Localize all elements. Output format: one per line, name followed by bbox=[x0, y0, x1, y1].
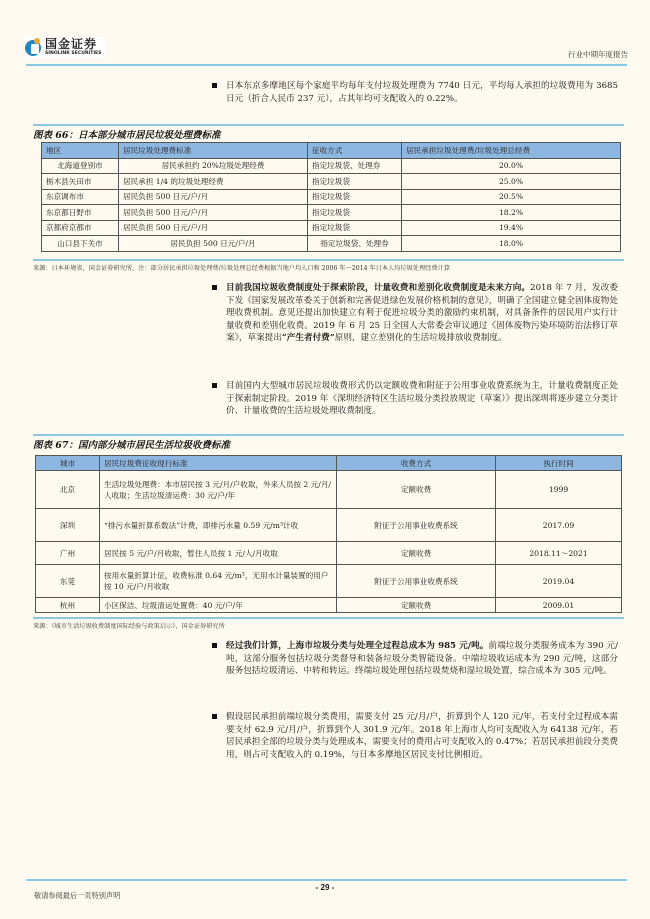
cell: 定额收费 bbox=[337, 471, 496, 509]
cell: 生活垃圾处理费：本市居民按 3 元/月/户收取，外来人员按 2 元/月/人收取；生活垃圾清运费：30 元/户/年 bbox=[100, 471, 337, 509]
cell: 20.0% bbox=[402, 158, 621, 174]
cell: 山口县下关市 bbox=[42, 236, 119, 252]
cell: 指定垃圾袋 bbox=[308, 174, 402, 190]
table-row bbox=[36, 598, 622, 613]
bullet-shanghai-cost bbox=[226, 640, 618, 678]
cell: 指定垃圾袋、处理券 bbox=[308, 236, 402, 252]
bullet-bold: 目前我国垃圾收费制度处于探索阶段，计量收费和差别化收费制度是未来方向。 bbox=[226, 283, 531, 293]
table-row bbox=[42, 220, 621, 236]
bullet-text: 前端垃圾分类服务成本为 390 元/吨，这部分服务包括垃圾分类督导和装备垃圾分类智能设备。中端垃圾收运成本为 290 元/吨，这部分服务包括垃圾清运、中转和转运。终端垃圾处理包括垃圾焚烧和湿垃圾处置，综合成本为 305 元/吨。 bbox=[226, 641, 618, 677]
cell: 2019.04 bbox=[496, 565, 622, 598]
cell: “排污水量折算系数法”计费，即排污水量 0.59 元/m³计收 bbox=[100, 509, 337, 542]
bullet-text: 2018 年 7 月，发改委下发《国家发展改革委关于创新和完善促进绿色发展价格机制的意见》，明确了全国建立健全固体废物处理收费机制。意见还提出加快建立有利于促进垃圾分类的激励约束机制，对具备条件的居民用户实行计量收费和差别化收费。2019 年 6 月 25 日全国人大常委会审议通过《固体废物污染环境防治法修订草案》，草案提出 bbox=[226, 283, 618, 344]
bullet-assumption bbox=[226, 711, 618, 761]
footer-divider bbox=[26, 879, 627, 881]
logo-icon bbox=[25, 38, 41, 56]
table-row bbox=[36, 565, 622, 598]
report-type: 行业中期年度报告 bbox=[568, 50, 628, 59]
table-row bbox=[36, 542, 622, 565]
cell: 杭州 bbox=[36, 598, 100, 613]
bullet-text: 目前国内大型城市居民垃圾收费形式仍以定额收费和附征于公用事业收费系统为主，计量收费制度正处于探索制定阶段。2019 年《深圳经济特区生活垃圾分类投放规定（草案）》提出深圳将逐步建立分类计价、计量收费的生活垃圾处理收费制度。 bbox=[226, 381, 618, 417]
col-header: 居民承担垃圾处理费/垃圾处理总经费 bbox=[402, 143, 621, 159]
cell: 居民负担 500 日元/户/月 bbox=[119, 236, 308, 252]
col-header: 征收方式 bbox=[308, 143, 402, 159]
cell: 按用水量折算计征，收费标准 0.64 元/m³，无用水计量装置的用户按 10 元/户/月收取 bbox=[100, 565, 337, 598]
col-header: 居民垃圾处理费标准 bbox=[119, 143, 308, 159]
cell: 指定垃圾袋 bbox=[308, 220, 402, 236]
table-row bbox=[42, 236, 621, 252]
figure-67-source: 来源：《城市生活垃圾收费制度国际经验与政策启示》，国金证券研究所 bbox=[33, 623, 225, 630]
bullet-policy bbox=[226, 282, 618, 345]
col-header: 执行时间 bbox=[496, 456, 622, 471]
bullet-text: 假设居民承担前端垃圾分类费用，需要支付 25 元/月/户，折算到个人 120 元/年，若支付全过程成本需要支付 62.9 元/月/户，折算到个人 301.9 元/年。2018 年上海市人均可支配收入为 64138 元/年，若居民承担全部的垃圾分类与处理成本，需要支付的费用占可支配收入的 0.47%；若居民承担前段分类费用，则占可支配收入的 0.19%，与日本多摩地区居民支付比例相近。 bbox=[226, 712, 618, 760]
bullet-icon bbox=[212, 285, 217, 290]
cell: 18.0% bbox=[402, 236, 621, 252]
col-header: 地区 bbox=[42, 143, 119, 159]
cell: 东莞 bbox=[36, 565, 100, 598]
cell: 20.5% bbox=[402, 189, 621, 205]
cell: 居民负担 500 日元/户/月 bbox=[119, 205, 308, 221]
company-logo bbox=[25, 37, 105, 58]
cell: 1999 bbox=[496, 471, 622, 509]
figure-66-source: 来源：日本环境省，国金证券研究所，注：部分居民承担垃圾处理费/垃圾处理总经费根据当地户均人口和 2006 年～2014 年日本人均垃圾处理经费计算 bbox=[33, 265, 450, 272]
disclaimer-note: 敬请参阅最后一页特别声明 bbox=[34, 891, 121, 900]
bullet-icon bbox=[212, 83, 217, 88]
table-row bbox=[42, 189, 621, 205]
bullet-icon bbox=[212, 383, 217, 388]
cell: 定额收费 bbox=[337, 542, 496, 565]
cell: 北京 bbox=[36, 471, 100, 509]
cell: 栃木县矢田市 bbox=[42, 174, 119, 190]
cell: 2009.01 bbox=[496, 598, 622, 613]
cell: 小区保洁、垃圾清运处置费：40 元/户/年 bbox=[100, 598, 337, 613]
table-header-row bbox=[36, 456, 622, 471]
bullet-text: 日本东京多摩地区每个家庭平均每年支付垃圾处理费为 7740 日元，平均每人承担的垃圾费用为 3685 日元（折合人民币 237 元），占其年均可支配收入的 0.22%。 bbox=[226, 81, 618, 104]
page-header bbox=[25, 37, 628, 63]
cell: 附征于公用事业收费系统 bbox=[337, 565, 496, 598]
cell: 25.0% bbox=[402, 174, 621, 190]
cell: 指定垃圾袋 bbox=[308, 205, 402, 221]
bullet-bold: 经过我们计算，上海市垃圾分类与处理全过程总成本为 985 元/吨。 bbox=[226, 641, 489, 651]
col-header: 居民垃圾费征收现行标准 bbox=[100, 456, 337, 471]
cell: 居民负担 500 日元/户/月 bbox=[119, 189, 308, 205]
cell: 居民按 5 元/户/月收取，暂住人员按 1 元/人/月收取 bbox=[100, 542, 337, 565]
col-header: 收费方式 bbox=[337, 456, 496, 471]
cell: 19.4% bbox=[402, 220, 621, 236]
header-divider bbox=[26, 64, 627, 66]
cell: 居民承担 1/4 的垃圾处理经费 bbox=[119, 174, 308, 190]
cell: 北海道登别市 bbox=[42, 158, 119, 174]
cell: 指定垃圾袋、处理券 bbox=[308, 158, 402, 174]
figure-66-table bbox=[41, 142, 621, 252]
bullet-bold: “产生者付费” bbox=[281, 333, 335, 344]
table-row bbox=[36, 509, 622, 542]
cell: 广州 bbox=[36, 542, 100, 565]
cell: 18.2% bbox=[402, 205, 621, 221]
figure-67-bottom-line bbox=[33, 617, 624, 619]
figure-66-bottom-line bbox=[33, 259, 624, 261]
cell: 居民承担约 20%垃圾处理经费 bbox=[119, 158, 308, 174]
cell: 附征于公用事业收费系统 bbox=[337, 509, 496, 542]
cell: 居民负担 500 日元/户/月 bbox=[119, 220, 308, 236]
cell: 2017.09 bbox=[496, 509, 622, 542]
cell: 定额收费 bbox=[337, 598, 496, 613]
bullet-icon bbox=[212, 643, 217, 648]
logo-cn: 国金证券 bbox=[45, 37, 98, 51]
cell: 指定垃圾袋 bbox=[308, 189, 402, 205]
cell: 东京都日野市 bbox=[42, 205, 119, 221]
figure-67-table bbox=[35, 455, 622, 613]
cell: 东京调布市 bbox=[42, 189, 119, 205]
figure-66-title: 图表 66：日本部分城市居民垃圾处理费标准 bbox=[33, 130, 221, 141]
cell: 2018.11～2021 bbox=[496, 542, 622, 565]
bullet-tama bbox=[226, 80, 618, 105]
cell: 京都府京都市 bbox=[42, 220, 119, 236]
figure-66-line bbox=[33, 124, 624, 126]
table-row bbox=[42, 205, 621, 221]
page-number: - 29 - bbox=[315, 883, 335, 892]
table-row bbox=[42, 158, 621, 174]
table-row bbox=[36, 471, 622, 509]
bullet-text: 原则，建立差别化的生活垃圾排放收费制度。 bbox=[334, 333, 507, 344]
figure-67-line bbox=[33, 434, 624, 436]
figure-67-title: 图表 67：国内部分城市居民生活垃圾收费标准 bbox=[33, 440, 231, 451]
col-header: 城市 bbox=[36, 456, 100, 471]
cell: 深圳 bbox=[36, 509, 100, 542]
logo-en: SINOLINK SECURITIES bbox=[45, 51, 102, 56]
bullet-domestic bbox=[226, 380, 618, 418]
table-row bbox=[42, 174, 621, 190]
bullet-icon bbox=[212, 714, 217, 719]
table-header-row bbox=[42, 143, 621, 159]
